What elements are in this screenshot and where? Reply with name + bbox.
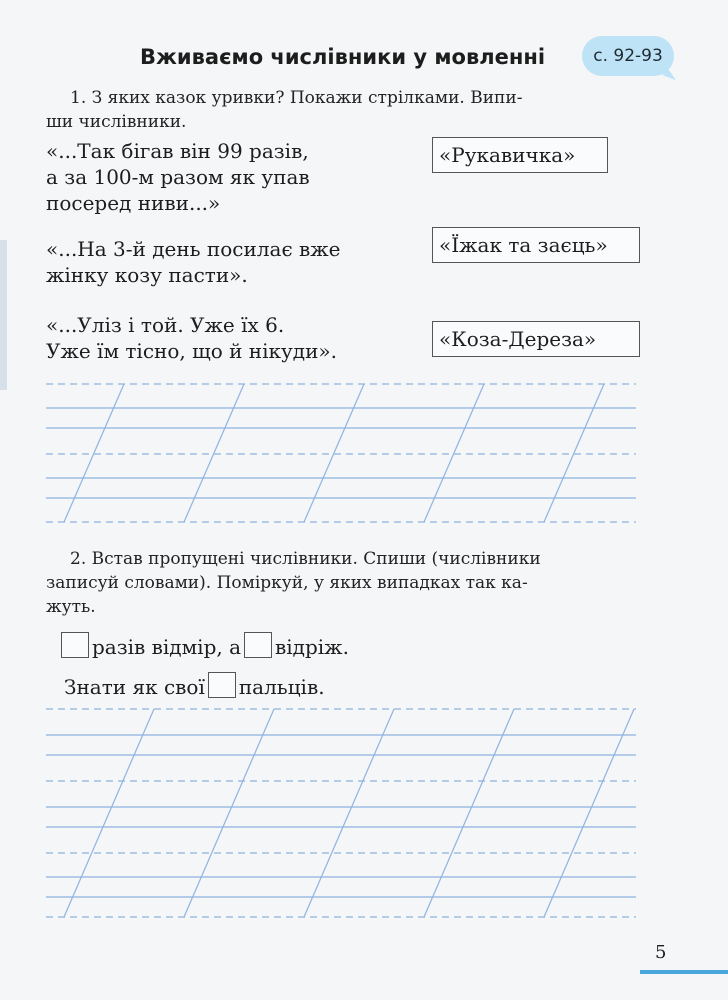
tale-box-koza-dereza[interactable]: «Коза-Дереза»: [432, 321, 640, 357]
numeral-gap-box-2[interactable]: [244, 632, 272, 658]
page-number-accent-bar: [640, 970, 728, 974]
quote-1-line-3: посеред ниви...»: [46, 191, 221, 215]
page-edge-strip: [0, 240, 7, 390]
quote-2-line-1: «...На 3-й день посилає вже: [46, 237, 341, 261]
task-1-instruction: [46, 86, 646, 134]
sentence-1: [64, 632, 349, 661]
sentence-2: [64, 672, 325, 701]
sentence-2-part-1: Знати як свої: [64, 675, 205, 699]
task-1-instruction-line-1: 1. З яких казок уривки? Покажи стрілками. Випи-: [70, 88, 523, 108]
task-2-instruction: [46, 547, 646, 619]
sentence-1-part-2: відріж.: [275, 635, 349, 659]
task-2-instruction-line-2: записуй словами). Поміркуй, у яких випадках так ка-: [46, 573, 528, 593]
quote-3-line-2: Уже їм тісно, що й нікуди».: [46, 339, 338, 363]
quote-2-line-2: жінку козу пасти».: [46, 263, 248, 287]
page-title: Вживаємо числівники у мовленні: [140, 45, 546, 69]
sentence-2-part-2: пальців.: [238, 675, 325, 699]
task-2-instruction-line-3: жуть.: [46, 597, 96, 617]
page-number: 5: [655, 942, 667, 963]
quote-1-line-1: «...Так бігав він 99 разів,: [46, 139, 309, 163]
textbook-page-reference-badge: [582, 36, 674, 76]
quote-3: [46, 312, 337, 364]
quote-3-line-1: «...Уліз і той. Уже їх 6.: [46, 313, 285, 337]
numeral-gap-box-3[interactable]: [208, 672, 236, 698]
tale-box-rukavychka[interactable]: «Рукавичка»: [432, 137, 608, 173]
writing-area-2[interactable]: [46, 705, 636, 920]
task-2-instruction-line-1: 2. Встав пропущені числівники. Спиши (числівники: [70, 549, 541, 569]
writing-area-1[interactable]: [46, 378, 636, 526]
page-reference-label: с. 92-93: [593, 46, 663, 66]
numeral-gap-box-1[interactable]: [61, 632, 89, 658]
quote-2: [46, 236, 341, 288]
quote-1: [46, 138, 310, 216]
quote-1-line-2: а за 100-м разом як упав: [46, 165, 310, 189]
sentence-1-part-1: разів відмір, а: [92, 635, 242, 659]
task-1-instruction-line-2: ши числівники.: [46, 112, 187, 132]
tale-box-izhak-ta-zaiets[interactable]: «Їжак та заєць»: [432, 227, 640, 263]
